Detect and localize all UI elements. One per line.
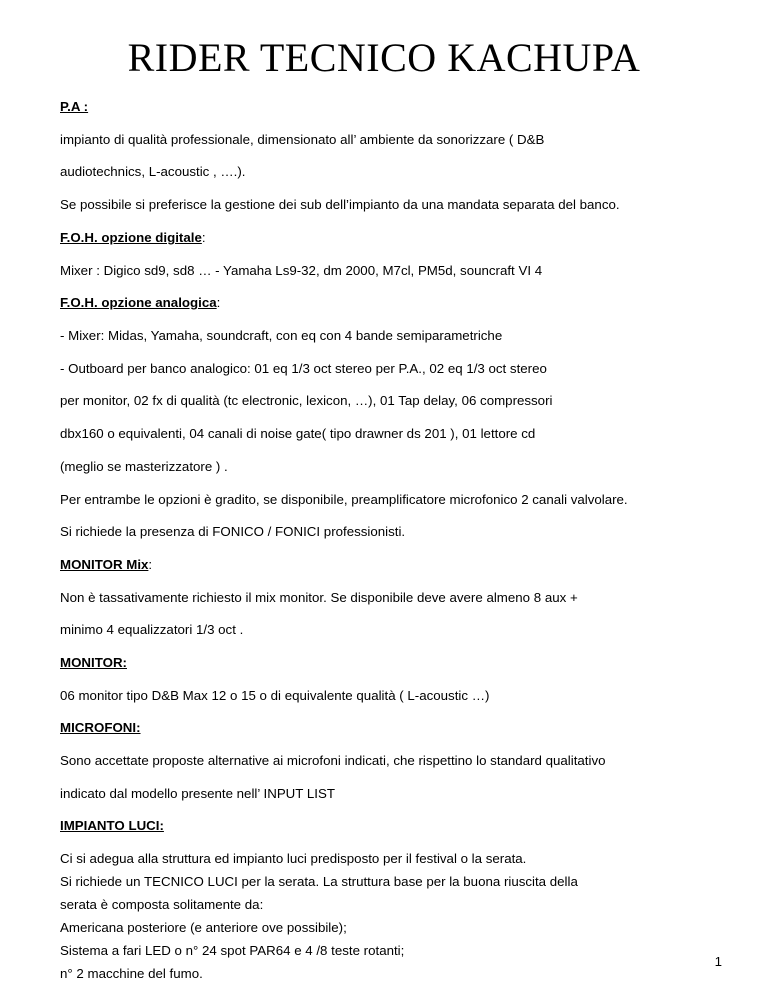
paragraph-line: indicato dal modello presente nell’ INPUT LIST	[60, 786, 335, 801]
paragraph-line: Mixer : Digico sd9, sd8 … - Yamaha Ls9-32, dm 2000, M7cl, PM5d, souncraft VI 4	[60, 263, 543, 278]
section-heading-colon: :	[201, 230, 206, 245]
paragraph-line: Si richiede la presenza di FONICO / FONICI professionisti.	[60, 524, 406, 539]
page-number: 1	[714, 954, 722, 969]
paragraph-line: impianto di qualità professionale, dimensionato all’ ambiente da sonorizzare ( D&B	[60, 132, 545, 147]
paragraph-line: Si richiede un TECNICO LUCI per la serata. La struttura base per la buona riuscita della	[60, 874, 578, 889]
paragraph-line: Sono accettate proposte alternative ai microfoni indicati, che rispettino lo standard qualitativo	[60, 753, 606, 768]
paragraph-line: per monitor, 02 fx di qualità (tc electronic, lexicon, …), 01 Tap delay, 06 compressori	[60, 393, 553, 408]
paragraph-line: minimo 4 equalizzatori 1/3 oct .	[60, 622, 244, 637]
section-heading-foh-analog	[60, 295, 220, 311]
paragraph-line: Americana posteriore (e anteriore ove possibile);	[60, 920, 347, 935]
paragraph-line: (meglio se masterizzatore ) .	[60, 459, 228, 474]
paragraph-line: Per entrambe le opzioni è gradito, se disponibile, preamplificatore microfonico 2 canali valvolare.	[60, 492, 628, 507]
paragraph-line: Sistema a fari LED o n° 24 spot PAR64 e 4 /8 teste rotanti;	[60, 943, 405, 958]
paragraph-line: Non è tassativamente richiesto il mix monitor. Se disponibile deve avere almeno 8 aux +	[60, 590, 578, 605]
section-heading-microfoni: MICROFONI:	[60, 720, 141, 735]
section-heading-text: MONITOR Mix	[60, 557, 149, 572]
paragraph-line: serata è composta solitamente da:	[60, 897, 264, 912]
paragraph-line: - Mixer: Midas, Yamaha, soundcraft, con eq con 4 bande semiparametriche	[60, 328, 503, 343]
paragraph-line: dbx160 o equivalenti, 04 canali di noise gate( tipo drawner ds 201 ), 01 lettore cd	[60, 426, 536, 441]
section-heading-monitor-mix	[60, 557, 152, 573]
paragraph-line: 06 monitor tipo D&B Max 12 o 15 o di equivalente qualità ( L-acoustic …)	[60, 688, 490, 703]
paragraph-line: audiotechnics, L-acoustic , ….).	[60, 164, 246, 179]
section-heading-pa: P.A :	[60, 99, 89, 114]
paragraph-line: n° 2 macchine del fumo.	[60, 966, 203, 981]
section-heading-text: F.O.H. opzione digitale	[60, 230, 202, 245]
paragraph-line: Se possibile si preferisce la gestione dei sub dell’impianto da una mandata separata del banco.	[60, 197, 620, 212]
section-heading-text: F.O.H. opzione analogica	[60, 295, 217, 310]
section-heading-foh-digital	[60, 230, 206, 246]
document-title: RIDER TECNICO KACHUPA	[127, 35, 641, 80]
section-heading-colon: :	[216, 295, 221, 310]
section-heading-luci: IMPIANTO LUCI:	[60, 818, 164, 833]
section-heading-colon: :	[148, 557, 153, 572]
paragraph-line: - Outboard per banco analogico: 01 eq 1/3 oct stereo per P.A., 02 eq 1/3 oct stereo	[60, 361, 547, 376]
section-heading-monitor: MONITOR:	[60, 655, 127, 670]
paragraph-line: Ci si adegua alla struttura ed impianto luci predisposto per il festival o la serata.	[60, 851, 527, 866]
